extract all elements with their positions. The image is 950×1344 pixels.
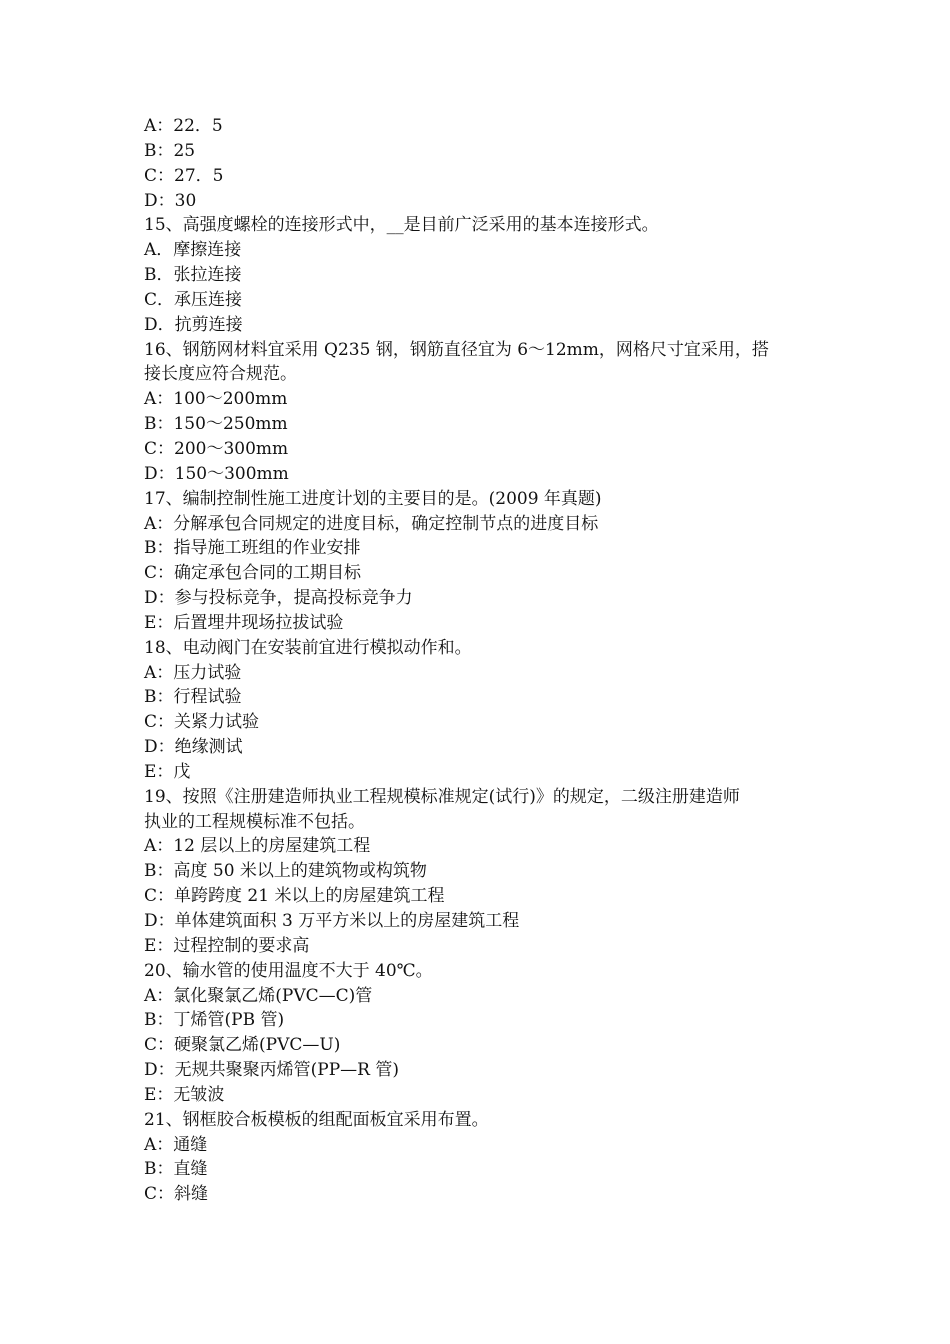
document-page: [144, 114, 824, 1207]
text-line: D：绝缘测试: [144, 737, 243, 758]
text-line: B：高度 50 米以上的建筑物或构筑物: [144, 861, 427, 882]
text-line: B：指导施工班组的作业安排: [144, 538, 361, 559]
text-line: A：氯化聚氯乙烯(PVC—C)管: [144, 985, 373, 1006]
text-line: 15、高强度螺栓的连接形式中，__是目前广泛采用的基本连接形式。: [144, 215, 659, 236]
text-line: D：无规共聚聚丙烯管(PP—R 管): [144, 1060, 399, 1081]
text-line: C：关紧力试验: [144, 712, 260, 733]
text-line: 17、编制控制性施工进度计划的主要目的是。(2009 年真题): [144, 488, 602, 509]
text-line: D：参与投标竞争，提高投标竞争力: [144, 588, 413, 609]
text-line: E：戊: [144, 761, 191, 782]
text-line: 执业的工程规模标准不包括。: [144, 811, 365, 832]
text-line: 19、按照《注册建造师执业工程规模标准规定(试行)》的规定，二级注册建造师: [144, 786, 740, 807]
text-line: E：无皱波: [144, 1084, 225, 1105]
text-line: 21、钢框胶合板模板的组配面板宜采用布置。: [144, 1109, 489, 1130]
text-line: 18、电动阀门在安装前宜进行模拟动作和。: [144, 637, 472, 658]
text-line: C：确定承包合同的工期目标: [144, 563, 362, 584]
text-line: A：通缝: [144, 1134, 208, 1155]
text-line: C：单跨跨度 21 米以上的房屋建筑工程: [144, 886, 445, 907]
text-line: B：25: [144, 140, 196, 161]
text-line: 接长度应符合规范。: [144, 364, 297, 385]
text-line: B：行程试验: [144, 687, 242, 708]
text-line: B：丁烯管(PB 管): [144, 1010, 285, 1031]
text-line: A：22．5: [144, 116, 223, 136]
text-line: B：直缝: [144, 1159, 208, 1180]
text-line: A：100～200mm: [144, 389, 288, 410]
text-line: C．承压连接: [144, 289, 243, 310]
text-line: A：分解承包合同规定的进度目标，确定控制节点的进度目标: [144, 513, 599, 534]
text-line: A：12 层以上的房屋建筑工程: [144, 836, 371, 857]
text-line: 16、钢筋网材料宜采用 Q235 钢，钢筋直径宜为 6～12mm，网格尺寸宜采用，搭: [144, 339, 769, 360]
text-line: D：150～300mm: [144, 463, 289, 484]
text-line: C：200～300mm: [144, 438, 289, 459]
text-line: D．抗剪连接: [144, 314, 243, 335]
text-line: E：过程控制的要求高: [144, 935, 310, 956]
text-line: C：27．5: [144, 165, 224, 186]
text-line: C：硬聚氯乙烯(PVC—U): [144, 1035, 341, 1056]
text-line: B：150～250mm: [144, 414, 288, 435]
text-line: E：后置埋井现场拉拔试验: [144, 612, 344, 633]
text-line: D：30: [144, 190, 197, 211]
text-line: B．张拉连接: [144, 265, 242, 286]
text-line: 20、输水管的使用温度不大于 40℃。: [144, 960, 433, 981]
text-line: D：单体建筑面积 3 万平方米以上的房屋建筑工程: [144, 911, 520, 931]
text-line: C：斜缝: [144, 1184, 209, 1205]
text-line: A．摩擦连接: [144, 240, 242, 261]
text-line: A：压力试验: [144, 662, 242, 683]
